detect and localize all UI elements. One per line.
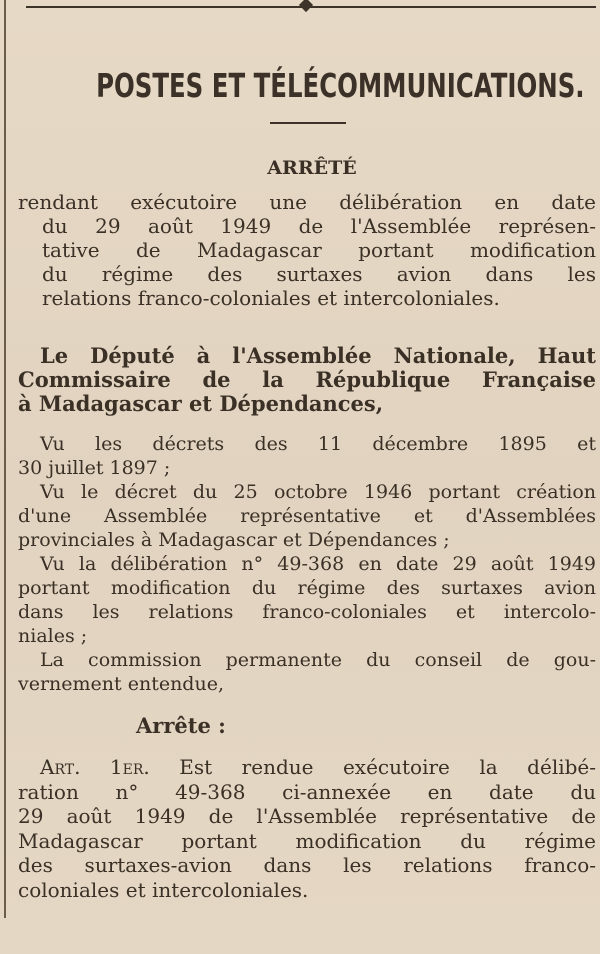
summary-line: du régime des surtaxes avion dans les (42, 262, 596, 286)
summary-line: relations franco-coloniales et intercoloniales. (42, 286, 500, 310)
consideration-line: d'une Assemblée représentative et d'Assemblées (18, 505, 596, 527)
preamble-line: à Madagascar et Dépendances, (18, 391, 384, 416)
consideration-line: Vu les décrets des 11 décembre 1895 et (40, 433, 596, 455)
preamble-line: Le Député à l'Assemblée Nationale, Haut (40, 343, 596, 368)
preamble-line: Commissaire de la République Française (18, 367, 596, 392)
consideration-line: La commission permanente du conseil de gou- (40, 649, 596, 671)
consideration-line: provinciales à Madagascar et Dépendances ; (18, 529, 450, 551)
decree-heading: ARRÊTÉ (267, 157, 357, 179)
title-rule (270, 122, 346, 124)
considerations (18, 432, 596, 696)
column-divider (4, 0, 6, 918)
decree-summary (18, 190, 596, 310)
consideration-line: niales ; (18, 625, 88, 647)
summary-line: tative de Madagascar portant modification (42, 238, 596, 262)
consideration-line: dans les relations franco-coloniales et intercolo- (18, 601, 596, 623)
article-line (18, 755, 596, 780)
article-1 (18, 755, 596, 902)
article-line: ration n° 49-368 ci-annexée en date du (18, 779, 596, 804)
article-line: 29 août 1949 de l'Assemblée représentative de (18, 804, 596, 828)
article-line: Madagascar portant modification du régime (18, 828, 596, 853)
diamond-ornament-icon (299, 0, 313, 12)
article-line: coloniales et intercoloniales. (18, 877, 309, 902)
article-line: des surtaxes-avion dans les relations franco- (18, 853, 596, 877)
consideration-line: portant modification du régime des surtaxes avion (18, 577, 596, 599)
consideration-line: vernement entendue, (18, 673, 224, 695)
article-text: Est rendue exécutoire la délibé- (179, 755, 597, 779)
summary-line: du 29 août 1949 de l'Assemblée représen- (42, 214, 596, 238)
section-title: POSTES ET TÉLÉCOMMUNICATIONS. (96, 66, 585, 105)
article-label: Art. 1er. (40, 755, 150, 779)
consideration-line: Vu la délibération n° 49-368 en date 29 août 1949 (40, 553, 596, 575)
preamble (18, 344, 596, 416)
consideration-line: 30 juillet 1897 ; (18, 457, 171, 479)
summary-line: rendant exécutoire une délibération en date (18, 190, 596, 214)
decision-heading: Arrête : (136, 713, 226, 738)
consideration-line: Vu le décret du 25 octobre 1946 portant création (40, 481, 596, 503)
